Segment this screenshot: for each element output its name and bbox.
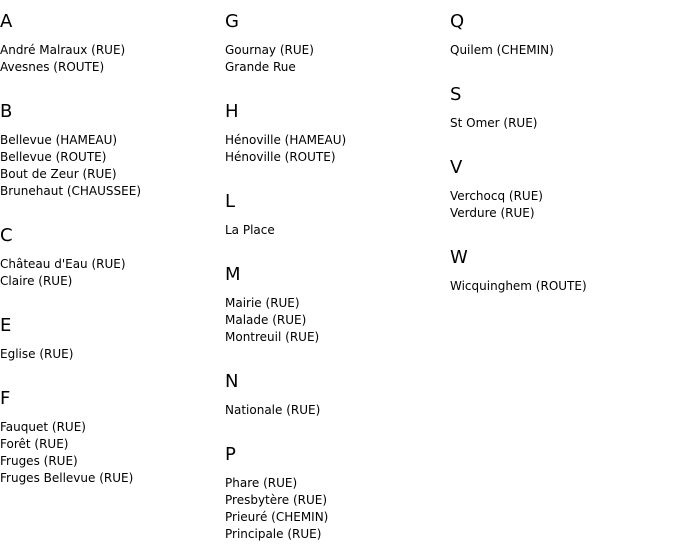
- street-link[interactable]: Fauquet (RUE): [0, 420, 86, 434]
- group-spacer: [225, 166, 445, 180]
- street-link[interactable]: Eglise (RUE): [0, 347, 74, 361]
- street-link[interactable]: Fruges Bellevue (RUE): [0, 471, 134, 485]
- street-link[interactable]: Verdure (RUE): [450, 206, 535, 220]
- street-link[interactable]: Bellevue (HAMEAU): [0, 133, 118, 147]
- group-spacer: [225, 419, 445, 433]
- letter-group: [225, 372, 445, 433]
- group-spacer: [450, 295, 670, 309]
- group-spacer: [0, 290, 220, 304]
- street-link[interactable]: Nationale (RUE): [225, 403, 321, 417]
- letter-heading: L: [225, 191, 236, 212]
- group-spacer: [0, 363, 220, 377]
- letter-heading: A: [0, 11, 13, 32]
- letter-heading: E: [0, 315, 12, 336]
- street-index-column-2: [225, 0, 445, 557]
- street-link[interactable]: Fruges (RUE): [0, 454, 78, 468]
- street-link[interactable]: Bout de Zeur (RUE): [0, 167, 117, 181]
- letter-group: [225, 12, 445, 90]
- street-link[interactable]: Claire (RUE): [0, 274, 73, 288]
- group-spacer: [0, 487, 220, 501]
- letter-group: [225, 265, 445, 360]
- street-link[interactable]: Phare (RUE): [225, 476, 298, 490]
- letter-heading: G: [225, 11, 239, 32]
- group-spacer: [0, 200, 220, 214]
- street-link[interactable]: Malade (RUE): [225, 313, 307, 327]
- letter-group: [225, 445, 445, 557]
- street-link[interactable]: Avesnes (ROUTE): [0, 60, 105, 74]
- street-link[interactable]: Grande Rue: [225, 60, 296, 74]
- street-link[interactable]: Wicquinghem (ROUTE): [450, 279, 587, 293]
- street-index-column-3: [450, 0, 670, 309]
- street-link[interactable]: St Omer (RUE): [450, 116, 538, 130]
- group-spacer: [0, 76, 220, 90]
- letter-group: [450, 158, 670, 236]
- letter-group: [0, 316, 220, 377]
- letter-group: [450, 85, 670, 146]
- letter-heading: Q: [450, 11, 465, 32]
- letter-heading: M: [225, 264, 241, 285]
- street-link[interactable]: Gournay (RUE): [225, 43, 314, 57]
- letter-group: [0, 389, 220, 501]
- group-spacer: [225, 76, 445, 90]
- street-link[interactable]: Quilem (CHEMIN): [450, 43, 554, 57]
- group-spacer: [450, 59, 670, 73]
- letter-group: [0, 12, 220, 90]
- letter-heading: C: [0, 225, 13, 246]
- street-link[interactable]: La Place: [225, 223, 275, 237]
- street-link[interactable]: Principale (RUE): [225, 527, 322, 541]
- letter-heading: P: [225, 444, 236, 465]
- letter-heading: V: [450, 157, 463, 178]
- street-link[interactable]: Montreuil (RUE): [225, 330, 320, 344]
- street-link[interactable]: Verchocq (RUE): [450, 189, 543, 203]
- street-link[interactable]: Presbytère (RUE): [225, 493, 328, 507]
- letter-group: [225, 192, 445, 253]
- letter-heading: B: [0, 101, 13, 122]
- street-link[interactable]: Mairie (RUE): [225, 296, 300, 310]
- letter-heading: W: [450, 247, 468, 268]
- letter-heading: S: [450, 84, 462, 105]
- letter-group: [0, 102, 220, 214]
- street-link[interactable]: Hénoville (ROUTE): [225, 150, 336, 164]
- group-spacer: [225, 346, 445, 360]
- group-spacer: [225, 543, 445, 557]
- street-link[interactable]: Brunehaut (CHAUSSEE): [0, 184, 141, 198]
- street-link[interactable]: Bellevue (ROUTE): [0, 150, 107, 164]
- letter-group: [450, 12, 670, 73]
- street-link[interactable]: Château d'Eau (RUE): [0, 257, 126, 271]
- letter-heading: H: [225, 101, 239, 122]
- street-link[interactable]: Hénoville (HAMEAU): [225, 133, 347, 147]
- letter-heading: F: [0, 388, 11, 409]
- group-spacer: [450, 222, 670, 236]
- group-spacer: [450, 132, 670, 146]
- letter-group: [225, 102, 445, 180]
- street-index-column-1: [0, 0, 220, 501]
- street-link[interactable]: Forêt (RUE): [0, 437, 69, 451]
- letter-group: [0, 226, 220, 304]
- street-link[interactable]: André Malraux (RUE): [0, 43, 126, 57]
- letter-group: [450, 248, 670, 309]
- street-link[interactable]: Prieuré (CHEMIN): [225, 510, 329, 524]
- group-spacer: [225, 239, 445, 253]
- letter-heading: N: [225, 371, 239, 392]
